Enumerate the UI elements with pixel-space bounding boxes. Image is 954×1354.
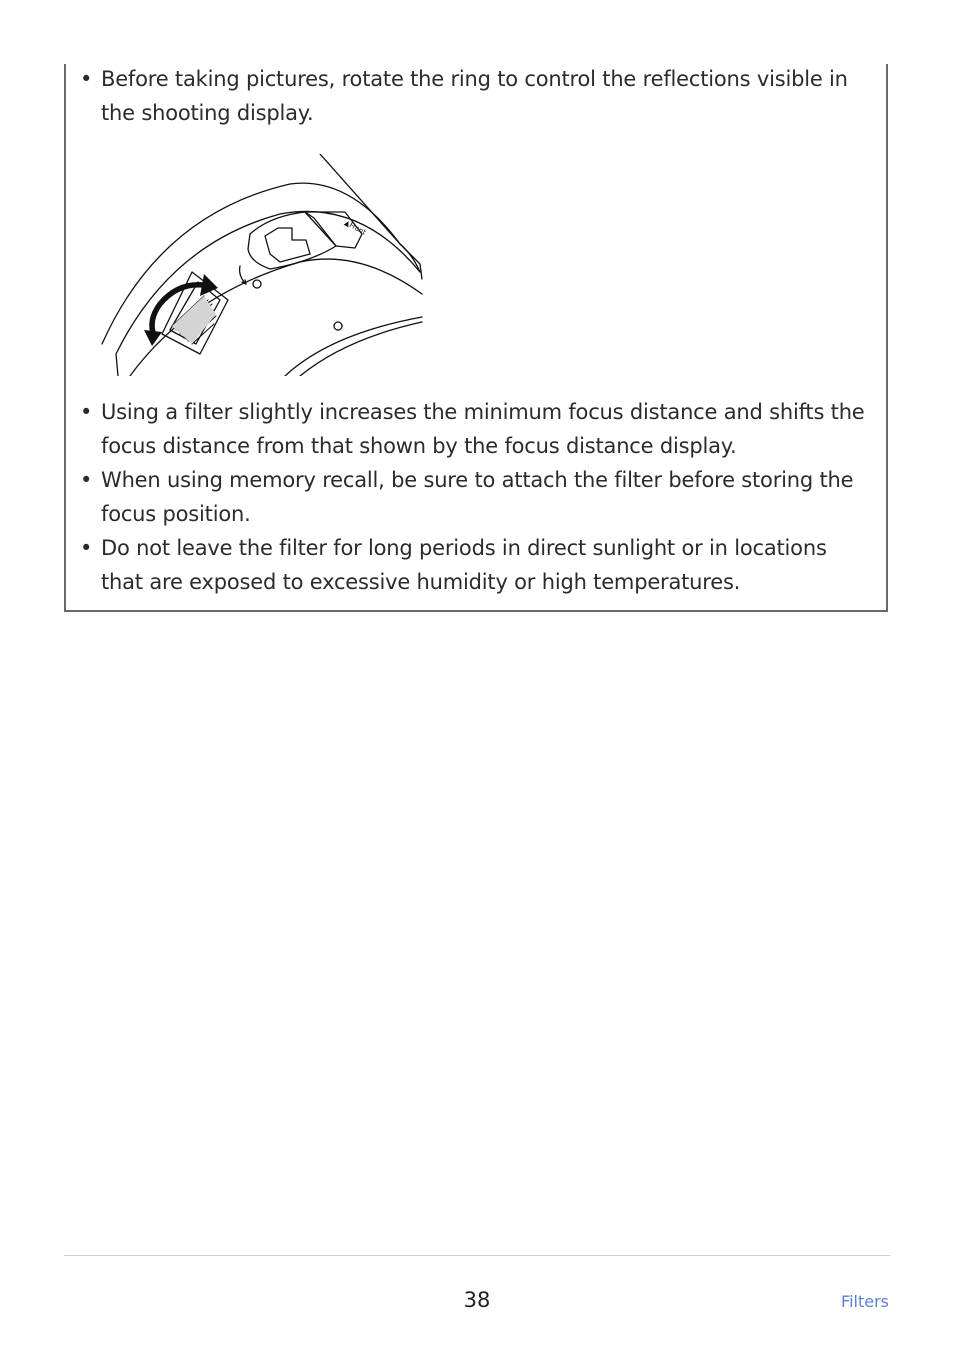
bullet-icon: • xyxy=(80,67,93,91)
note-text: Do not leave the filter for long periods in direct sunlight or in locations that are exposed to excessive humidity or high temperatures. xyxy=(101,536,827,594)
notes-list-top xyxy=(66,62,886,130)
notes-list-bottom xyxy=(66,395,886,599)
note-text: Using a filter slightly increases the minimum focus distance and shifts the focus distance from that shown by the focus distance display. xyxy=(101,400,865,458)
footer-divider xyxy=(64,1255,890,1256)
filter-ring-illustration xyxy=(100,154,426,376)
front-label: ▲Front xyxy=(343,218,368,237)
note-text: Before taking pictures, rotate the ring to control the reflections visible in the shooting display. xyxy=(101,67,848,125)
outer-ring-arc xyxy=(102,183,400,344)
note-box xyxy=(64,64,888,612)
bullet-icon: • xyxy=(80,536,93,560)
note-text: When using memory recall, be sure to attach the filter before storing the focus position. xyxy=(101,468,854,526)
lens-body-edge xyxy=(320,154,422,279)
bullet-icon: • xyxy=(80,468,93,492)
list-item xyxy=(66,62,886,130)
page-number: 38 xyxy=(463,1288,491,1312)
list-item xyxy=(66,531,886,599)
inner-ring-arc xyxy=(116,211,420,376)
list-item xyxy=(66,395,886,463)
list-item xyxy=(66,463,886,531)
section-link-filters[interactable]: Filters xyxy=(841,1292,889,1311)
bullet-icon: • xyxy=(80,400,93,424)
